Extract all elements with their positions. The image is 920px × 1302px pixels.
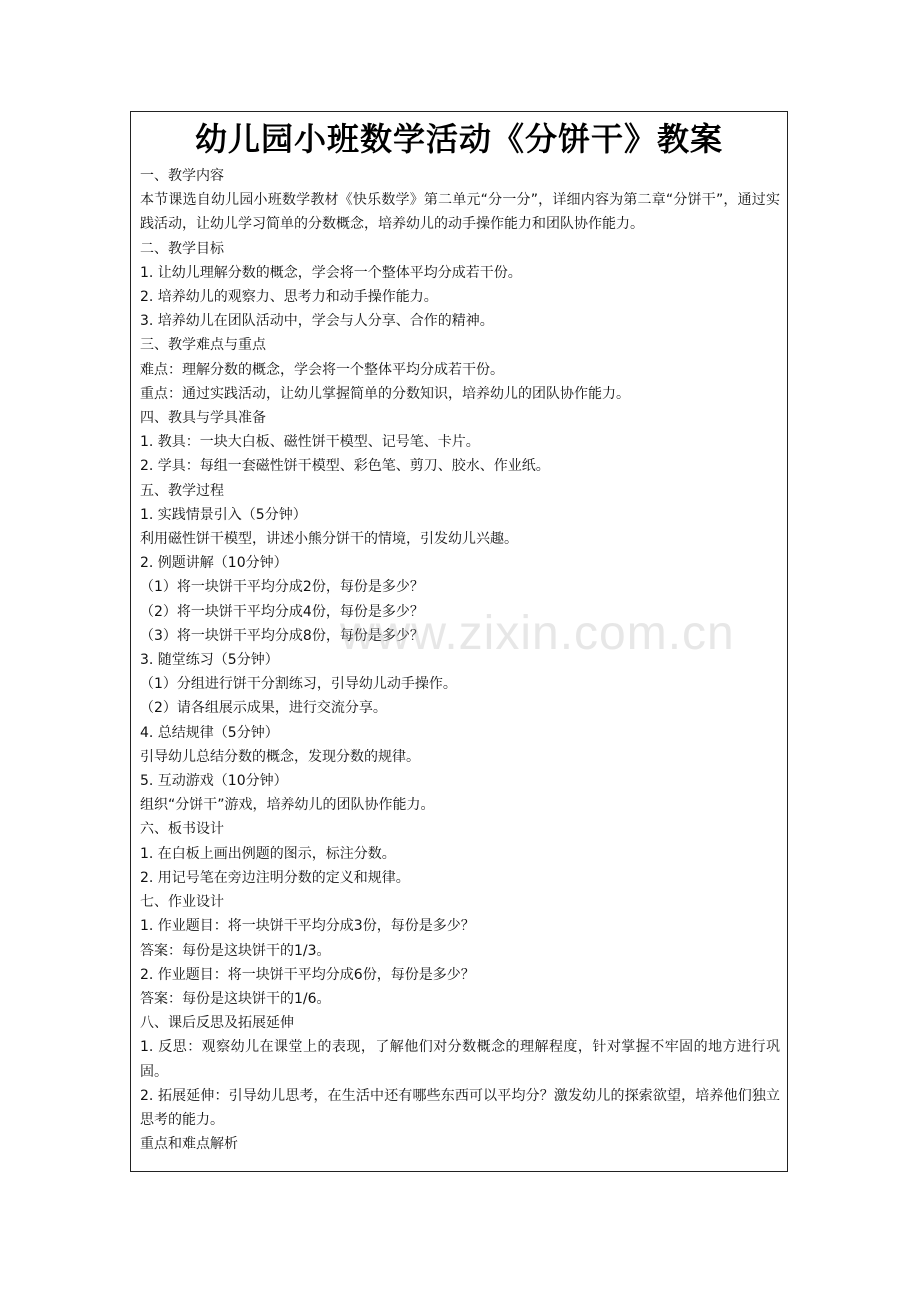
section-heading-key-points: 三、教学难点与重点 [140, 337, 266, 354]
document-frame [130, 111, 788, 1172]
section-heading-content: 一、教学内容 [140, 168, 224, 184]
process-item: 组织“分饼干”游戏，培养幼儿的团队协作能力。 [140, 797, 435, 814]
key-point-item: 重点：通过实践活动，让幼儿掌握简单的分数知识，培养幼儿的团队协作能力。 [140, 385, 630, 402]
process-item: （3）将一块饼干平均分成8份，每份是多少？ [140, 627, 424, 644]
homework-item: 2. 作业题目：将一块饼干平均分成6份，每份是多少？ [140, 966, 475, 983]
section-heading-board-design: 六、板书设计 [140, 821, 224, 838]
homework-item: 1. 作业题目：将一块饼干平均分成3份，每份是多少？ [140, 918, 475, 935]
watermark-text: www.zixin.com.cn [340, 607, 735, 660]
key-point-item: 难点：理解分数的概念，学会将一个整体平均分成若干份。 [140, 361, 504, 378]
page-title: 幼儿园小班数学活动《分饼干》教案 [194, 120, 723, 158]
homework-item: 答案：每份是这块饼干的1/3。 [140, 942, 331, 959]
reflection-paragraph: 1. 反思：观察幼儿在课堂上的表现，了解他们对分数概念的理解程度，针对掌握不牢固的地方进行巩固。 [140, 1039, 780, 1080]
extension-paragraph: 2. 拓展延伸：引导幼儿思考，在生活中还有哪些东西可以平均分？激发幼儿的探索欲望，培养他们独立思考的能力。 [140, 1087, 780, 1128]
footer-heading: 重点和难点解析 [140, 1136, 238, 1153]
process-item: 1. 实践情景引入（5分钟） [140, 506, 307, 523]
section-heading-process: 五、教学过程 [140, 482, 224, 499]
content-paragraph: 本节课选自幼儿园小班数学教材《快乐数学》第二单元“分一分”，详细内容为第二章“分饼干”，通过实践活动，让幼儿学习简单的分数概念，培养幼儿的动手操作能力和团队协作能力。 [140, 192, 780, 233]
process-item: 5. 互动游戏（10分钟） [140, 773, 288, 790]
board-item: 1. 在白板上画出例题的图示，标注分数。 [140, 845, 396, 862]
document-body [131, 164, 787, 1156]
process-item: 4. 总结规律（5分钟） [140, 724, 279, 741]
homework-item: 答案：每份是这块饼干的1/6。 [140, 990, 331, 1007]
process-item: （1）分组进行饼干分割练习，引导幼儿动手操作。 [140, 676, 457, 693]
objective-item: 1. 让幼儿理解分数的概念，学会将一个整体平均分成若干份。 [140, 264, 522, 281]
material-item: 2. 学具：每组一套磁性饼干模型、彩色笔、剪刀、胶水、作业纸。 [140, 458, 550, 475]
objective-item: 2. 培养幼儿的观察力、思考力和动手操作能力。 [140, 289, 438, 306]
process-item: （2）将一块饼干平均分成4份，每份是多少？ [140, 603, 424, 620]
process-item: 3. 随堂练习（5分钟） [140, 652, 279, 669]
section-heading-materials: 四、教具与学具准备 [140, 410, 266, 427]
process-item: （2）请各组展示成果，进行交流分享。 [140, 700, 387, 717]
section-heading-homework: 七、作业设计 [140, 894, 224, 911]
process-item: 利用磁性饼干模型，讲述小熊分饼干的情境，引发幼儿兴趣。 [140, 531, 518, 548]
process-item: 引导幼儿总结分数的概念，发现分数的规律。 [140, 748, 420, 765]
process-item: （1）将一块饼干平均分成2份，每份是多少？ [140, 579, 424, 596]
board-item: 2. 用记号笔在旁边注明分数的定义和规律。 [140, 869, 410, 886]
objective-item: 3. 培养幼儿在团队活动中，学会与人分享、合作的精神。 [140, 313, 494, 330]
section-heading-objectives: 二、教学目标 [140, 240, 224, 257]
section-heading-reflection: 八、课后反思及拓展延伸 [140, 1015, 294, 1032]
material-item: 1. 教具：一块大白板、磁性饼干模型、记号笔、卡片。 [140, 434, 480, 451]
process-item: 2. 例题讲解（10分钟） [140, 555, 288, 572]
